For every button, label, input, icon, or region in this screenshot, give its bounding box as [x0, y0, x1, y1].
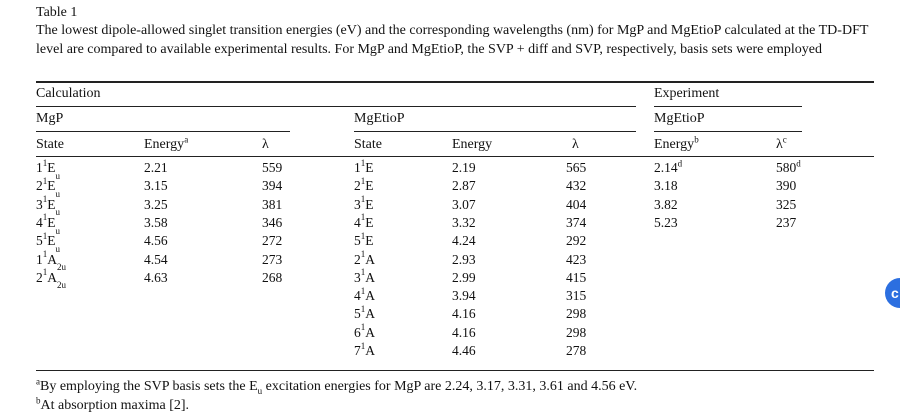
energy-cell: 4.46 — [452, 343, 476, 358]
floating-assistant-icon[interactable]: c — [885, 278, 900, 308]
energy-cell: 3.18 — [654, 178, 678, 194]
state-cell: $5^1A$ — [354, 303, 375, 322]
lambda-cell: 381 — [262, 196, 283, 212]
energy-cell: 2.93 — [452, 251, 476, 267]
lambda-cell: 268 — [262, 269, 283, 285]
bottom-rule — [36, 370, 874, 371]
col-state-mgetiop: State — [354, 137, 382, 152]
col-lambda-mgp: λ — [262, 137, 269, 152]
col-energy-mgp: Energy$^a$ — [144, 134, 189, 152]
lambda-cell: 565 — [566, 160, 587, 175]
state-cell: $1^1E$ — [354, 157, 374, 175]
lambda-cell: 374 — [566, 214, 587, 230]
mgetiop-exp-rule — [654, 131, 802, 132]
header-mgp: MgP — [36, 111, 64, 126]
energy-cell: 2.87 — [452, 178, 476, 194]
energy-cell: 4.16 — [452, 324, 476, 340]
energy-cell: 4.24 — [452, 233, 476, 249]
lambda-cell: 415 — [566, 269, 587, 285]
col-state-mgp: State — [36, 137, 64, 152]
lambda-cell: 580$^d$ — [776, 158, 801, 175]
state-cell: $5^1E$ — [354, 230, 374, 249]
state-cell: $4^1E_u$ — [36, 212, 60, 236]
state-cell: $1^1A_{2u}$ — [36, 249, 66, 273]
energy-cell: 4.56 — [144, 233, 168, 249]
lambda-cell: 390 — [776, 178, 797, 194]
lambda-cell: 432 — [566, 178, 587, 194]
energy-cell: 2.14$^d$ — [654, 158, 683, 175]
lambda-cell: 278 — [566, 343, 587, 358]
table-label: Table 1 — [36, 5, 78, 20]
energy-cell: 2.21 — [144, 160, 168, 175]
energy-cell: 4.54 — [144, 251, 168, 267]
col-energy-exp: Energy$^b$ — [654, 134, 699, 152]
lambda-cell: 292 — [566, 233, 587, 249]
top-rule — [36, 81, 874, 83]
state-cell: $1^1E_u$ — [36, 157, 60, 181]
energy-cell: 4.63 — [144, 269, 168, 285]
energy-cell: 4.16 — [452, 306, 476, 322]
header-experiment: Experiment — [654, 86, 720, 101]
energy-cell: 3.82 — [654, 196, 678, 212]
state-cell: $2^1A_{2u}$ — [36, 267, 66, 291]
lambda-cell: 559 — [262, 160, 283, 175]
col-energy-mgetiop: Energy — [452, 137, 493, 152]
energy-cell: 2.19 — [452, 160, 476, 175]
energy-cell: 3.58 — [144, 214, 168, 230]
state-cell: $3^1E$ — [354, 194, 374, 212]
state-cell: $6^1A$ — [354, 322, 375, 340]
col-lambda-exp: $\lambda^c$ — [776, 134, 787, 152]
header-mgetiop-exp: MgEtioP — [654, 111, 705, 126]
energy-cell: 3.94 — [452, 288, 476, 304]
lambda-cell: 346 — [262, 214, 283, 230]
footnote-b: $^b$At absorption maxima [2]. — [36, 395, 190, 413]
lambda-cell: 394 — [262, 178, 283, 194]
header-mgetiop: MgEtioP — [354, 111, 405, 126]
state-cell: $2^1A$ — [354, 249, 375, 267]
experiment-rule — [654, 106, 802, 107]
lambda-cell: 423 — [566, 251, 587, 267]
state-cell: $3^1A$ — [354, 267, 375, 285]
state-cell: $7^1A$ — [354, 340, 375, 358]
table-caption: The lowest dipole-allowed singlet transition energies (eV) and the corresponding wavelengths (nm) for MgP and MgEtioP calculated at the TD-DFT level are compared to available experimental results. For MgP and MgEtioP, the SVP + diff and SVP, respectively, basis sets were employed — [36, 23, 869, 57]
state-cell: $2^1E_u$ — [36, 175, 60, 199]
mgp-rule — [36, 131, 290, 132]
energy-cell: 2.99 — [452, 269, 476, 285]
state-cell: $4^1E$ — [354, 212, 374, 230]
energy-cell: 5.23 — [654, 214, 678, 230]
mgetiop-rule — [354, 131, 636, 132]
energy-cell: 3.32 — [452, 214, 476, 230]
lambda-cell: 315 — [566, 288, 587, 304]
lambda-cell: 273 — [262, 251, 283, 267]
lambda-cell: 298 — [566, 306, 587, 322]
energy-cell: 3.15 — [144, 178, 168, 194]
lambda-cell: 325 — [776, 196, 797, 212]
energy-cell: 3.25 — [144, 196, 168, 212]
lambda-cell: 298 — [566, 324, 587, 340]
header-bottom-rule — [36, 156, 874, 157]
calculation-rule — [36, 106, 636, 107]
col-lambda-mgetiop: λ — [572, 137, 579, 152]
header-calculation: Calculation — [36, 86, 101, 101]
lambda-cell: 237 — [776, 214, 797, 230]
state-cell: $3^1E_u$ — [36, 194, 60, 218]
energy-cell: 3.07 — [452, 196, 476, 212]
state-cell: $4^1A$ — [354, 285, 375, 304]
state-cell: $5^1E_u$ — [36, 230, 60, 254]
lambda-cell: 404 — [566, 196, 587, 212]
footnote-a: $^a$By employing the SVP basis sets the $E_u$ excitation energies for MgP are 2.24, 3.17, 3.31, 3.61 and 4.56 eV. — [36, 376, 638, 396]
lambda-cell: 272 — [262, 233, 283, 249]
state-cell: $2^1E$ — [354, 175, 374, 194]
